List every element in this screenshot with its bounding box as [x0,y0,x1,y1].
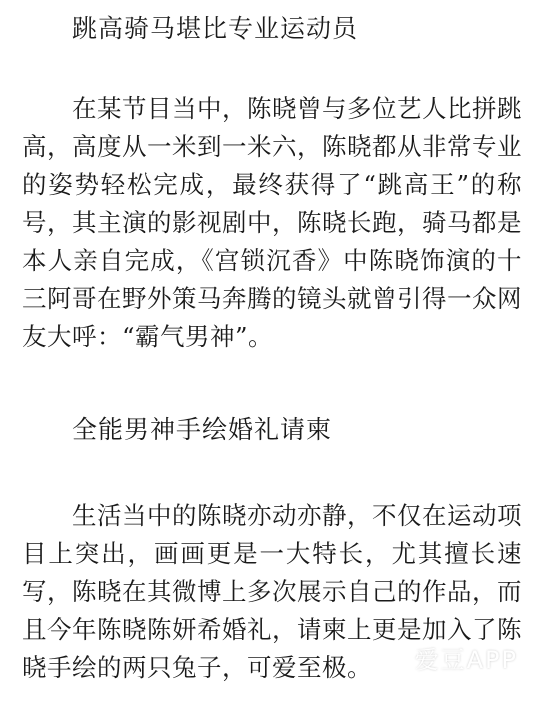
app-watermark: 爱豆APP [414,646,518,674]
section-heading-invitation: 全能男神手绘婚礼请柬 [72,415,333,444]
section-paragraph-high-jump: 在某节目当中，陈晓曾与多位艺人比拼跳高，高度从一米到一米六，陈晓都从非常专业的姿势轻松完成，最终获得了“跳高王”的称号，其主演的影视剧中，陈晓长跑，骑马都是本人亲自完成，《宫锁沉香》中陈晓饰演的十三阿哥在野外策马奔腾的镜头就曾引得一众网友大呼：“霸气男神”。 [22,94,522,351]
section-paragraph-invitation: 生活当中的陈晓亦动亦静，不仅在运动项目上突出，画画更是一大特长，尤其擅长速写，陈晓在其微博上多次展示自己的作品，而且今年陈晓陈妍希婚礼，请柬上更是加入了陈晓手绘的两只兔子，可爱至极。 [22,501,522,682]
section-heading-high-jump: 跳高骑马堪比专业运动员 [72,14,359,43]
